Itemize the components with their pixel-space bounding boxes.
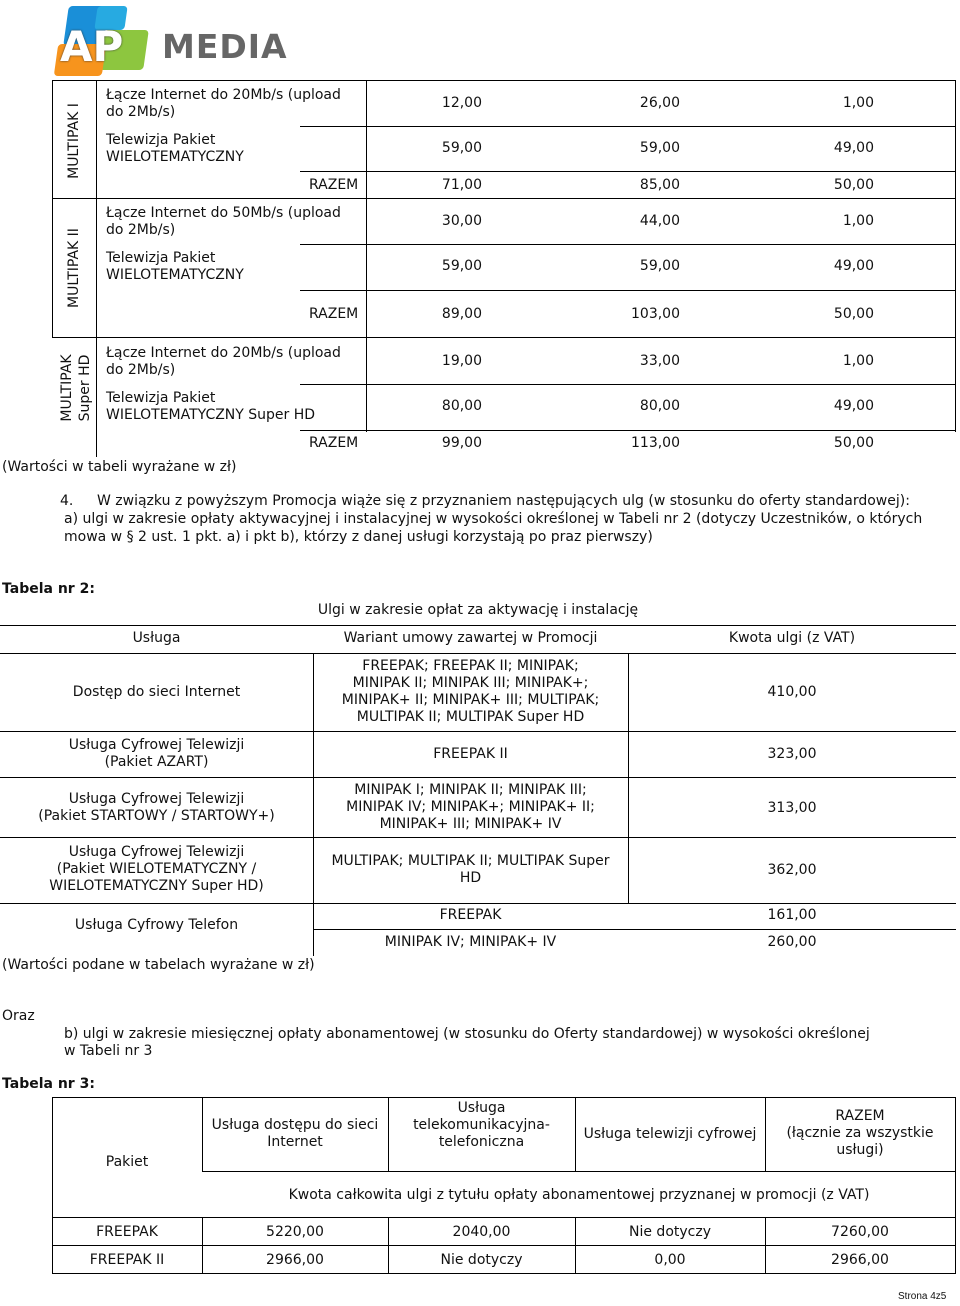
- oraz-label: Oraz: [2, 1008, 35, 1024]
- table-2-service: Usługa Cyfrowej Telewizji (Pakiet AZART): [68, 737, 245, 770]
- table-3-internet: 5220,00: [266, 1224, 324, 1240]
- table-3-col-razem: RAZEM (łącznie za wszystkie usługi): [786, 1108, 934, 1158]
- total-value: 85,00: [639, 177, 680, 193]
- table-2-variant: MINIPAK IV; MINIPAK+ IV: [384, 934, 557, 950]
- table-2-variant: FREEPAK: [439, 907, 502, 923]
- table-2-col-usluga: Usługa: [132, 630, 181, 646]
- table-2-amount: 410,00: [767, 684, 817, 700]
- point-4-item-a: a) ulgi w zakresie opłaty aktywacyjnej i instalacyjnej w wysokości określonej w Tabeli nr 2 (dotyczy Uczestników, o których: [64, 511, 923, 527]
- table-3-subheader: Kwota całkowita ulgi z tytułu opłaty abonamentowej przyznanej w promocji (z VAT): [288, 1187, 870, 1203]
- cell-value: 49,00: [833, 258, 874, 274]
- table-2-variant: FREEPAK; FREEPAK II; MINIPAK; MINIPAK II; MINIPAK III; MINIPAK+; MINIPAK+ II; MINIPAK+ III; MULTIPAK; MULTIPAK II; MULTIPAK Super HD: [341, 658, 600, 725]
- block-name-multipak-super-hd: MULTIPAK Super HD: [59, 354, 93, 422]
- table-3-razem: 2966,00: [831, 1252, 889, 1268]
- logo-media: MEDIA: [162, 27, 288, 66]
- table-2-service: Usługa Cyfrowej Telewizji (Pakiet STARTOWY / STARTOWY+): [38, 791, 275, 824]
- oraz-item-b: b) ulgi w zakresie miesięcznej opłaty abonamentowej (w stosunku do Oferty standardowej) w wysokości określonej: [64, 1026, 870, 1042]
- block-name-multipak-2: MULTIPAK II: [66, 228, 82, 308]
- cell-value: 1,00: [842, 95, 874, 111]
- cell-value: 44,00: [639, 213, 680, 229]
- cell-value: 49,00: [833, 140, 874, 156]
- table-3-tv: 0,00: [654, 1252, 686, 1268]
- total-value: 71,00: [441, 177, 482, 193]
- table-2-service: Usługa Cyfrowy Telefon: [74, 917, 239, 933]
- table-1-note: (Wartości w tabeli wyrażane w zł): [2, 459, 237, 475]
- total-value: 99,00: [441, 435, 482, 451]
- row-label: Łącze Internet do 20Mb/s (upload do 2Mb/s): [106, 87, 341, 120]
- table-2-amount: 161,00: [767, 907, 817, 923]
- point-number: 4.: [60, 493, 74, 509]
- table-3-internet: 2966,00: [266, 1252, 324, 1268]
- table-2-amount: 260,00: [767, 934, 817, 950]
- cell-value: 1,00: [842, 213, 874, 229]
- oraz-item-b-cont: w Tabeli nr 3: [64, 1043, 153, 1059]
- row-label: Telewizja Pakiet WIELOTEMATYCZNY: [106, 250, 244, 283]
- cell-value: 26,00: [639, 95, 680, 111]
- table-2-header: Ulgi w zakresie opłat za aktywację i instalację: [317, 602, 639, 618]
- row-label: Telewizja Pakiet WIELOTEMATYCZNY Super HD: [106, 390, 316, 423]
- table-2-variant: FREEPAK II: [433, 746, 508, 762]
- table-3-telefon: Nie dotyczy: [440, 1252, 523, 1268]
- table-2-col-kwota: Kwota ulgi (z VAT): [728, 630, 856, 646]
- table-3-pakiet: FREEPAK: [96, 1224, 158, 1240]
- total-label: RAZEM: [309, 435, 359, 451]
- total-value: 89,00: [441, 306, 482, 322]
- table-2-amount: 313,00: [767, 800, 817, 816]
- total-value: 113,00: [631, 435, 680, 451]
- table-3-tv: Nie dotyczy: [629, 1224, 711, 1240]
- table-1: [0, 0, 960, 480]
- cell-value: 49,00: [833, 398, 874, 414]
- table-2-service: Dostęp do sieci Internet: [72, 684, 241, 700]
- logo-ap: AP: [60, 22, 124, 71]
- cell-value: 12,00: [441, 95, 482, 111]
- table-3-razem: 7260,00: [831, 1224, 889, 1240]
- cell-value: 33,00: [639, 353, 680, 369]
- row-label: Telewizja Pakiet WIELOTEMATYCZNY: [106, 132, 244, 165]
- row-label: Łącze Internet do 20Mb/s (upload do 2Mb/s): [106, 345, 341, 378]
- table-3-col-internet: Usługa dostępu do sieci Internet: [211, 1117, 379, 1150]
- page-number: Strona 4z5: [898, 1291, 947, 1302]
- point-4-item-a-cont: mowa w § 2 ust. 1 pkt. a) i pkt b), którzy z danej usługi korzystają po praz pierwszy): [64, 529, 653, 545]
- total-label: RAZEM: [309, 177, 359, 193]
- cell-value: 59,00: [639, 140, 680, 156]
- table-3-col-telefon: Usługa telekomunikacyjna- telefoniczna: [413, 1100, 550, 1150]
- cell-value: 59,00: [639, 258, 680, 274]
- table-2-col-wariant: Wariant umowy zawartej w Promocji: [343, 630, 598, 646]
- cell-value: 80,00: [639, 398, 680, 414]
- point-4-intro: W związku z powyższym Promocja wiąże się z przyznaniem następujących ulg (w stosunku do oferty standardowej):: [97, 493, 910, 509]
- table-2-title: Tabela nr 2:: [2, 581, 95, 597]
- table-2-amount: 362,00: [767, 862, 817, 878]
- table-3-col-pakiet: Pakiet: [105, 1154, 149, 1170]
- total-value: 103,00: [631, 306, 680, 322]
- table-2-note: (Wartości podane w tabelach wyrażane w zł): [2, 957, 315, 973]
- cell-value: 19,00: [441, 353, 482, 369]
- total-value: 50,00: [833, 177, 874, 193]
- table-3-col-tv: Usługa telewizji cyfrowej: [583, 1126, 757, 1142]
- cell-value: 30,00: [441, 213, 482, 229]
- table-2-variant: MULTIPAK; MULTIPAK II; MULTIPAK Super HD: [331, 853, 610, 886]
- table-3-telefon: 2040,00: [452, 1224, 511, 1240]
- cell-value: 1,00: [842, 353, 874, 369]
- cell-value: 59,00: [441, 258, 482, 274]
- table-3-pakiet: FREEPAK II: [89, 1252, 165, 1268]
- total-value: 50,00: [833, 435, 874, 451]
- block-name-multipak-1: MULTIPAK I: [66, 103, 82, 179]
- table-2-amount: 323,00: [767, 746, 817, 762]
- total-value: 50,00: [833, 306, 874, 322]
- cell-value: 59,00: [441, 140, 482, 156]
- cell-value: 80,00: [441, 398, 482, 414]
- row-label: Łącze Internet do 50Mb/s (upload do 2Mb/s): [106, 205, 341, 238]
- table-2-variant: MINIPAK I; MINIPAK II; MINIPAK III; MINIPAK IV; MINIPAK+; MINIPAK+ II; MINIPAK+ III; MINIPAK+ IV: [346, 782, 595, 832]
- table-3-title: Tabela nr 3:: [2, 1076, 95, 1092]
- table-2-service: Usługa Cyfrowej Telewizji (Pakiet WIELOTEMATYCZNY / WIELOTEMATYCZNY Super HD): [49, 844, 264, 894]
- total-label: RAZEM: [309, 306, 359, 322]
